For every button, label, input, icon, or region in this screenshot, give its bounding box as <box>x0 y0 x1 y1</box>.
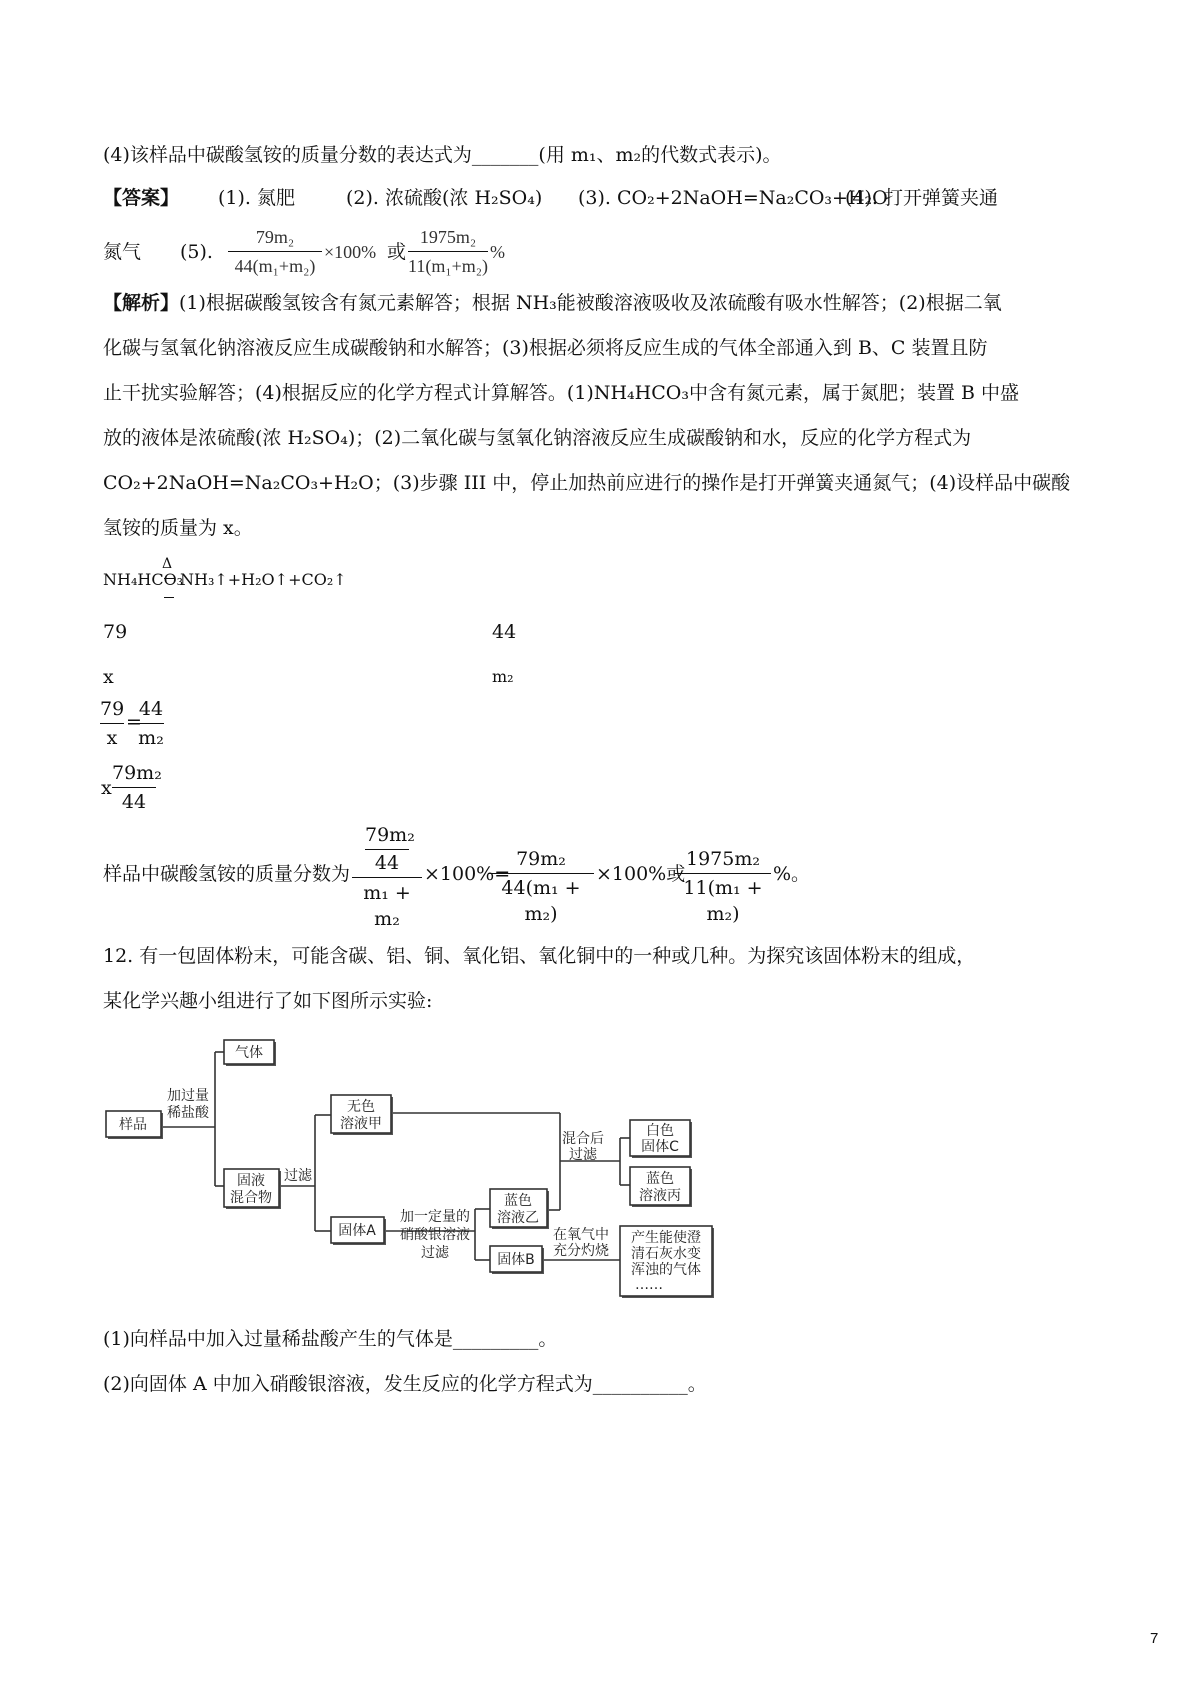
result-times-2: ×100%或 <box>596 863 686 885</box>
answer-4-cont: 氮气 <box>103 241 142 263</box>
analysis-line-1: 【解析】(1)根据碳酸氢铵含有氮元素解答；根据 NH₃能被酸溶液吸收及浓硫酸有吸水性解答；(2)根据二氧 <box>103 292 1002 314</box>
question-12-line-1: 12. 有一包固体粉末，可能含碳、铝、铜、氧化铝、氧化铜中的一种或几种。为探究该固体粉末的组成， <box>103 945 976 967</box>
svg-text:……: …… <box>635 1277 663 1293</box>
svg-text:溶液甲: 溶液甲 <box>340 1116 382 1132</box>
label-burn-2: 充分灼烧 <box>553 1243 609 1259</box>
proportion-right: 44 m₂ <box>138 698 164 749</box>
answer-3: (3). CO₂+2NaOH=Na₂CO₃+H₂O <box>578 187 888 209</box>
box-solution-a <box>331 1095 391 1133</box>
equals-bar-bottom <box>164 597 174 598</box>
box-solid-c <box>630 1120 690 1156</box>
svg-text:白色: 白色 <box>646 1123 674 1139</box>
sub-question-2: (2)向固体 A 中加入硝酸银溶液，发生反应的化学方程式为__________。 <box>103 1373 707 1395</box>
proportion-equals: = <box>126 711 142 733</box>
analysis-line-2: 化碳与氢氧化钠溶液反应生成碳酸钠和水解答；(3)根据必须将反应生成的气体全部通入到 B、C 装置且防 <box>103 337 988 359</box>
label-agno3-2: 硝酸银溶液 <box>400 1227 470 1243</box>
answer-percent-1: ×100% <box>324 242 377 262</box>
answer-2: (2). 浓硫酸(浓 H₂SO₄) <box>346 187 543 209</box>
box-gas <box>224 1040 274 1064</box>
result-times-1: ×100%= <box>424 863 511 885</box>
fraction-numerator: 1975m₂ <box>419 227 477 247</box>
equation-rhs: NH₃↑+H₂O↑+CO₂↑ <box>180 570 347 589</box>
svg-text:固体B: 固体B <box>497 1252 535 1268</box>
coef-44: 44 <box>492 621 517 643</box>
fraction-numerator: 79m₂ <box>255 227 295 247</box>
question-4: (4)该样品中碳酸氢铵的质量分数的表达式为_______(用 m₁、m₂的代数式表示)。 <box>103 144 782 166</box>
analysis-line-4: 放的液体是浓硫酸(浓 H₂SO₄)；(2)二氧化碳与氢氧化钠溶液反应生成碳酸钠和水，反应的化学方程式为 <box>103 427 972 449</box>
svg-text:溶液乙: 溶液乙 <box>497 1210 539 1226</box>
box-co2-gas <box>620 1226 712 1296</box>
svg-text:蓝色: 蓝色 <box>504 1193 532 1209</box>
svg-text:清石灰水变: 清石灰水变 <box>631 1246 701 1262</box>
analysis-line-3: 止干扰实验解答；(4)根据反应的化学方程式计算解答。(1)NH₄HCO₃中含有氮元素，属于氮肥；装置 B 中盛 <box>103 382 1019 404</box>
page-number: 7 <box>1150 1630 1159 1647</box>
sub-question-1: (1)向样品中加入过量稀盐酸产生的气体是_________。 <box>103 1328 558 1350</box>
var-x: x <box>103 666 114 688</box>
box-sample <box>106 1111 161 1137</box>
svg-text:固液: 固液 <box>237 1173 265 1189</box>
proportion-left: 79 x <box>100 698 125 749</box>
result-percent: %。 <box>773 863 811 885</box>
svg-text:蓝色: 蓝色 <box>646 1171 674 1187</box>
box-solution-c <box>630 1167 690 1205</box>
answer-1: (1). 氮肥 <box>218 187 295 209</box>
label-agno3-1: 加一定量的 <box>400 1209 470 1225</box>
result-prefix: 样品中碳酸氢铵的质量分数为 <box>103 863 351 885</box>
svg-text:浑浊的气体: 浑浊的气体 <box>631 1262 701 1278</box>
svg-text:固体C: 固体C <box>641 1139 679 1155</box>
analysis-line-5: CO₂+2NaOH=Na₂CO₃+H₂O；(3)步骤 III 中，停止加热前应进行的操作是打开弹簧夹通氮气；(4)设样品中碳酸 <box>103 472 1071 494</box>
label-mix-filter-2: 过滤 <box>569 1147 597 1163</box>
answer-or: 或 <box>387 241 407 263</box>
label-add-hcl-2: 稀盐酸 <box>167 1105 209 1121</box>
svg-text:气体: 气体 <box>235 1045 263 1061</box>
svg-text:溶液丙: 溶液丙 <box>639 1188 681 1204</box>
svg-text:混合物: 混合物 <box>230 1190 272 1206</box>
experiment-flow-diagram <box>105 1035 725 1300</box>
delta-symbol: Δ <box>162 556 173 572</box>
var-m2: m₂ <box>492 667 514 686</box>
label-burn-1: 在氧气中 <box>553 1227 609 1243</box>
label-mix-filter-1: 混合后 <box>562 1131 604 1147</box>
answer-percent-2: % <box>490 242 505 262</box>
equation-lhs: NH₄HCO₃ <box>103 570 184 589</box>
svg-text:固体A: 固体A <box>338 1223 376 1239</box>
svg-text:产生能使澄: 产生能使澄 <box>631 1230 701 1246</box>
label-filter-2: 过滤 <box>421 1245 449 1261</box>
fraction-denominator: 11(m₁+m₂) <box>408 256 489 276</box>
box-mixture <box>224 1169 279 1207</box>
x-fraction: 79m₂ 44 <box>112 762 162 813</box>
answer-fraction-1 <box>228 224 322 279</box>
analysis-line-6: 氢铵的质量为 x。 <box>103 517 253 539</box>
box-solid-a <box>331 1217 384 1243</box>
equals-bar-top <box>164 578 174 579</box>
compound-fraction: 79m₂ 44 m₁ + m₂ <box>352 822 422 932</box>
svg-text:无色: 无色 <box>347 1099 375 1115</box>
coef-79: 79 <box>103 621 128 643</box>
box-solid-b <box>490 1246 542 1272</box>
box-solution-b <box>490 1189 547 1227</box>
result-fraction-2: 1975m₂ 11(m₁ + m₂) <box>675 846 771 927</box>
answer-label: 【答案】 <box>103 187 180 209</box>
answer-fraction-2 <box>408 224 488 279</box>
analysis-label: 【解析】 <box>103 292 180 314</box>
label-filter: 过滤 <box>284 1168 312 1184</box>
result-fraction-1: 79m₂ 44(m₁ + m₂) <box>488 846 594 927</box>
question-12-line-2: 某化学兴趣小组进行了如下图所示实验: <box>103 990 433 1012</box>
x-label: x <box>101 777 112 799</box>
answer-5: (5). <box>180 241 213 263</box>
answer-4: (4). 打开弹簧夹通 <box>845 187 998 209</box>
svg-text:样品: 样品 <box>119 1117 147 1133</box>
label-add-hcl-1: 加过量 <box>167 1088 209 1104</box>
fraction-denominator: 44(m₁+m₂) <box>234 256 316 276</box>
